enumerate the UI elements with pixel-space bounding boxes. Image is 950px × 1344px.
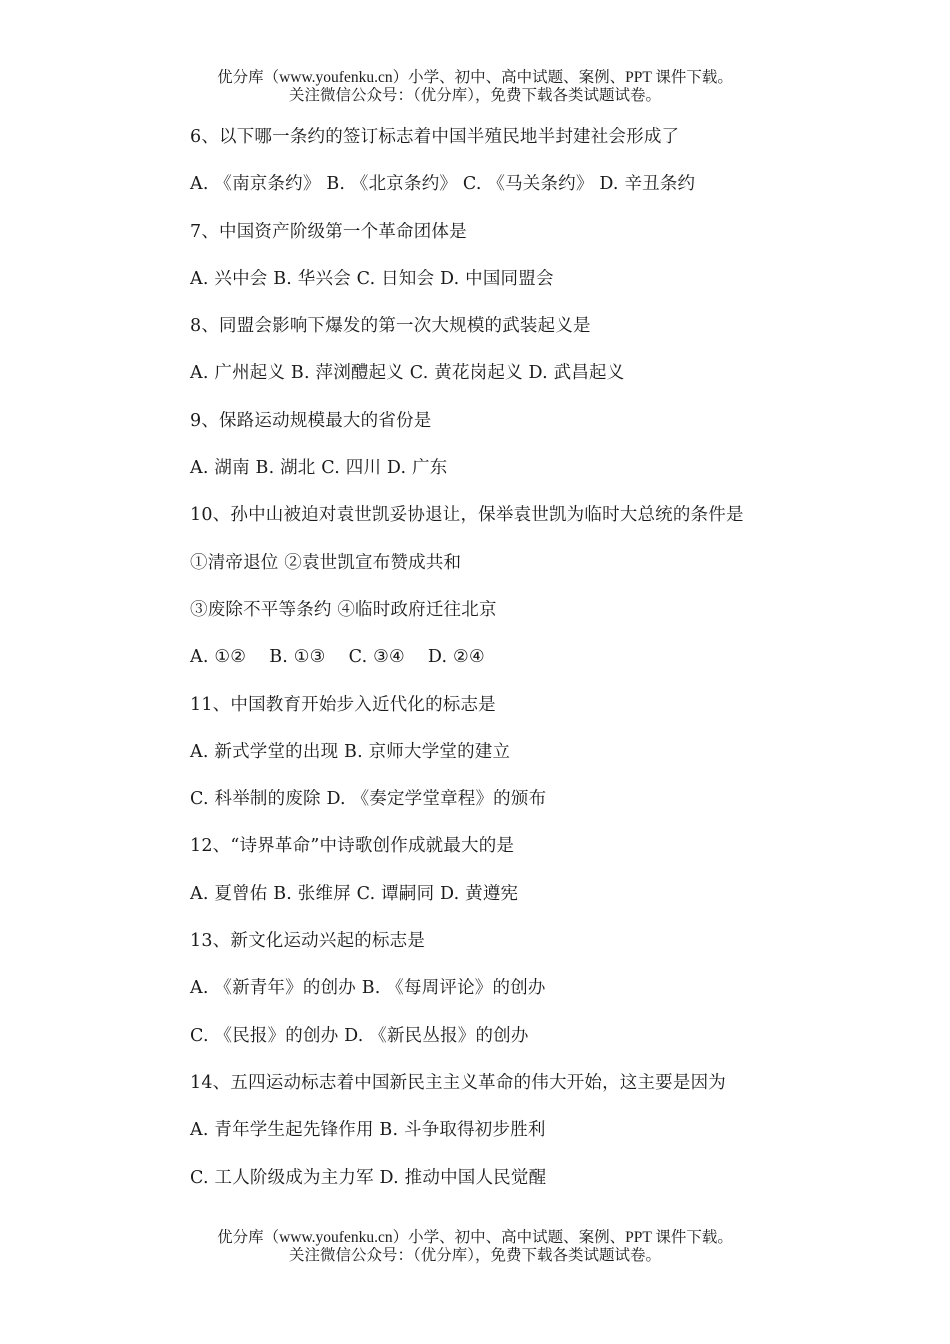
question-7-stem: 7、中国资产阶级第一个革命团体是 <box>190 221 467 242</box>
question-10-conditions-1: ①清帝退位 ②袁世凯宣布赞成共和 <box>190 552 462 573</box>
question-8-stem: 8、同盟会影响下爆发的第一次大规模的武装起义是 <box>190 316 591 337</box>
question-6-stem: 6、以下哪一条约的签订标志着中国半殖民地半封建社会形成了 <box>190 127 680 147</box>
footer-line-2: 关注微信公众号：（优分库），免费下载各类试题试卷。 <box>288 1247 661 1264</box>
question-6-options: A. 《南京条约》 B. 《北京条约》 C. 《马关条约》 D. 辛丑条约 <box>190 174 696 195</box>
question-list <box>190 124 810 1212</box>
question-11-options-1: A. 新式学堂的出现 B. 京师大学堂的建立 <box>190 741 511 762</box>
question-13-options-2: C. 《民报》的创办 D. 《新民丛报》的创办 <box>190 1025 529 1046</box>
question-14-stem: 14、五四运动标志着中国新民主主义革命的伟大开始，这主要是因为 <box>190 1072 726 1093</box>
question-10-conditions-2: ③废除不平等条约 ④临时政府迁往北京 <box>190 599 497 620</box>
question-12-stem: 12、“诗界革命”中诗歌创作成就最大的是 <box>190 836 515 857</box>
question-13-stem: 13、新文化运动兴起的标志是 <box>190 931 426 952</box>
question-14-options-1: A. 青年学生起先锋作用 B. 斗争取得初步胜利 <box>190 1120 546 1141</box>
page-header <box>0 69 950 105</box>
header-line-1: 优分库（www.youfenku.cn）小学、初中、高中试题、案例、PPT 课件下载。 <box>217 69 733 86</box>
question-9-options: A. 湖南 B. 湖北 C. 四川 D. 广东 <box>190 458 448 479</box>
question-14-options-2: C. 工人阶级成为主力军 D. 推动中国人民觉醒 <box>190 1167 547 1188</box>
header-line-2: 关注微信公众号：（优分库），免费下载各类试题试卷。 <box>288 87 661 104</box>
footer-line-1: 优分库（www.youfenku.cn）小学、初中、高中试题、案例、PPT 课件下载。 <box>217 1229 733 1246</box>
question-9-stem: 9、保路运动规模最大的省份是 <box>190 410 432 431</box>
question-8-options: A. 广州起义 B. 萍浏醴起义 C. 黄花岗起义 D. 武昌起义 <box>190 363 625 384</box>
page-footer <box>0 1229 950 1265</box>
question-10-options: A. ①② B. ①③ C. ③④ D. ②④ <box>190 647 485 668</box>
question-11-options-2: C. 科举制的废除 D. 《奏定学堂章程》的颁布 <box>190 789 547 810</box>
question-11-stem: 11、中国教育开始步入近代化的标志是 <box>190 694 496 715</box>
question-13-options-1: A. 《新青年》的创办 B. 《每周评论》的创办 <box>190 978 546 999</box>
question-10-stem: 10、孙中山被迫对袁世凯妥协退让，保举袁世凯为临时大总统的条件是 <box>190 505 744 526</box>
question-12-options: A. 夏曾佑 B. 张维屏 C. 谭嗣同 D. 黄遵宪 <box>190 883 519 904</box>
question-7-options: A. 兴中会 B. 华兴会 C. 日知会 D. 中国同盟会 <box>190 268 554 289</box>
